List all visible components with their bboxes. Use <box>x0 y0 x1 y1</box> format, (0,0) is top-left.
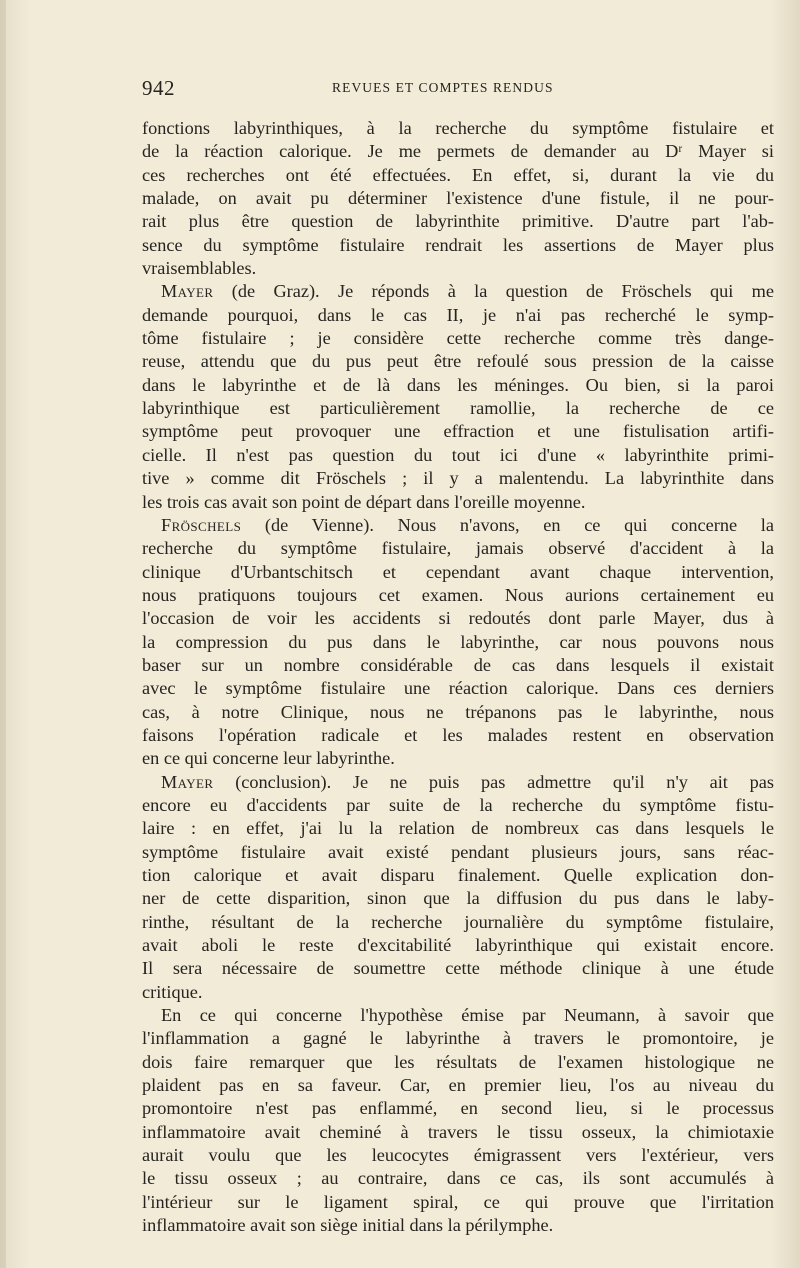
text-line <box>142 747 774 770</box>
line-text: en ce qui concerne leur labyrinthe. <box>142 748 395 769</box>
line-text: symptôme peut provoquer une effraction et une fistulisation artifi- <box>142 421 774 442</box>
text-line <box>142 584 774 607</box>
line-text: tion calorique et avait disparu finalement. Quelle explication don- <box>142 865 774 885</box>
line-text: cielle. Il n'est pas question du tout ici d'une « labyrinthite primi- <box>142 444 774 465</box>
line-text: En ce qui concerne l'hypothèse émise par Neumann, à savoir que <box>161 1005 774 1026</box>
text-line <box>142 817 774 840</box>
paragraph <box>142 514 774 771</box>
text-line <box>142 934 774 957</box>
text-line <box>142 1027 774 1050</box>
text-line <box>142 887 774 910</box>
text-line <box>142 701 774 724</box>
line-text: faisons l'opération radicale et les malades restent en observation <box>142 724 774 745</box>
text-line <box>142 491 774 514</box>
text-line <box>142 981 774 1004</box>
line-text: tive » comme dit Fröschels ; il y a malentendu. La labyrinthite dans <box>142 468 774 489</box>
text-line <box>142 117 774 140</box>
line-text: labyrinthique est particulièrement ramollie, la recherche de ce <box>142 398 774 419</box>
text-line <box>142 631 774 654</box>
text-line <box>142 304 774 327</box>
text-line <box>142 1004 774 1027</box>
text-line <box>142 397 774 420</box>
text-line <box>142 607 774 630</box>
text-line <box>142 257 774 280</box>
page-header <box>142 76 774 102</box>
text-line <box>142 1074 774 1097</box>
line-text: tôme fistulaire ; je considère cette recherche comme très dange- <box>142 328 774 349</box>
line-text: dans le labyrinthe et de là dans les méninges. Ou bien, si la paroi <box>142 374 774 395</box>
page-gutter-shadow <box>0 0 6 1268</box>
text-line <box>142 1191 774 1214</box>
line-text: laire : en effet, j'ai lu la relation de nombreux cas dans lesquels le <box>142 818 774 839</box>
paragraph <box>142 1004 774 1237</box>
text-line <box>142 514 774 537</box>
line-text: Il sera nécessaire de soumettre cette méthode clinique à une étude <box>142 958 774 979</box>
speaker-name: Fröschels <box>161 514 242 535</box>
line-text: aurait voulu que les leucocytes émigrassent vers l'extérieur, vers <box>142 1145 774 1166</box>
line-text: vraisemblables. <box>142 258 257 279</box>
line-text: ces recherches ont été effectuées. En effet, si, durant la vie du <box>142 164 774 185</box>
paragraph <box>142 771 774 1004</box>
text-line <box>142 187 774 210</box>
text-line <box>142 911 774 934</box>
line-text: avec le symptôme fistulaire une réaction calorique. Dans ces derniers <box>142 678 774 699</box>
page-number: 942 <box>142 76 175 100</box>
line-text: l'inflammation a gagné le labyrinthe à travers le promontoire, je <box>142 1028 774 1049</box>
text-line <box>142 164 774 187</box>
line-text: ner de cette disparition, sinon que la diffusion du pus dans le laby- <box>142 888 774 909</box>
text-line <box>142 210 774 233</box>
text-line <box>142 677 774 700</box>
text-line <box>142 1051 774 1074</box>
line-text: critique. <box>142 981 203 1002</box>
speaker-name: Mayer <box>161 281 214 302</box>
text-line <box>142 841 774 864</box>
text-line <box>142 444 774 467</box>
line-text: encore eu d'accidents par suite de la recherche du symptôme fistu- <box>142 794 774 815</box>
text-line <box>142 771 774 794</box>
text-line <box>142 467 774 490</box>
line-text: malade, on avait pu déterminer l'existence d'une fistule, il ne pour- <box>142 188 774 209</box>
line-text: rait plus être question de labyrinthite primitive. D'autre part l'ab- <box>142 211 774 232</box>
line-text: fonctions labyrinthiques, à la recherche du symptôme fistulaire et <box>142 118 774 138</box>
line-text: (de Vienne). Nous n'avons, en ce qui concerne la <box>241 514 774 535</box>
text-line <box>142 327 774 350</box>
line-text: (conclusion). Je ne puis pas admettre qu'il n'y ait pas <box>213 771 774 792</box>
line-text: la compression du pus dans le labyrinthe, car nous pouvons nous <box>142 631 774 652</box>
paragraph <box>142 280 774 513</box>
line-text: l'occasion de voir les accidents si redoutés dont parle Mayer, dus à <box>142 608 774 629</box>
paragraph <box>142 117 774 280</box>
line-text: sence du symptôme fistulaire rendrait les assertions de Mayer plus <box>142 234 774 255</box>
text-line <box>142 537 774 560</box>
text-line <box>142 1214 774 1237</box>
text-line <box>142 234 774 257</box>
line-text: nous pratiquons toujours cet examen. Nous aurions certainement eu <box>142 584 774 605</box>
line-text: l'intérieur sur le ligament spiral, ce qui prouve que l'irritation <box>142 1191 774 1212</box>
line-text: recherche du symptôme fistulaire, jamais observé d'accident à la <box>142 538 774 559</box>
text-line <box>142 1144 774 1167</box>
text-line <box>142 561 774 584</box>
text-line <box>142 794 774 817</box>
line-text: inflammatoire avait cheminé à travers le tissu osseux, la chimiotaxie <box>142 1121 774 1142</box>
line-text: de la réaction calorique. Je me permets de demander au Dʳ Mayer si <box>142 141 774 162</box>
line-text: (de Graz). Je réponds à la question de Fröschels qui me <box>213 281 774 302</box>
line-text: demande pourquoi, dans le cas II, je n'ai pas recherché le symp- <box>142 304 774 325</box>
line-text: le tissu osseux ; au contraire, dans ce cas, ils sont accumulés à <box>142 1168 774 1189</box>
line-text: inflammatoire avait son siège initial dans la périlymphe. <box>142 1215 554 1236</box>
text-line <box>142 140 774 163</box>
line-text: reuse, attendu que du pus peut être refoulé sous pression de la caisse <box>142 351 774 372</box>
line-text: dois faire remarquer que les résultats de l'examen histologique ne <box>142 1051 774 1072</box>
text-line <box>142 957 774 980</box>
body-text <box>142 117 774 1238</box>
text-line <box>142 654 774 677</box>
text-line <box>142 864 774 887</box>
line-text: avait aboli le reste d'excitabilité labyrinthique qui existait encore. <box>142 935 774 956</box>
line-text: clinique d'Urbantschitsch et cependant avant chaque intervention, <box>142 561 774 582</box>
line-text: rinthe, résultant de la recherche journalière du symptôme fistulaire, <box>142 911 774 932</box>
text-line <box>142 374 774 397</box>
text-line <box>142 724 774 747</box>
line-text: baser sur un nombre considérable de cas dans lesquels il existait <box>142 654 774 675</box>
line-text: symptôme fistulaire avait existé pendant plusieurs jours, sans réac- <box>142 841 774 862</box>
text-line <box>142 280 774 303</box>
line-text: les trois cas avait son point de départ dans l'oreille moyenne. <box>142 491 586 512</box>
text-line <box>142 420 774 443</box>
text-line <box>142 1167 774 1190</box>
line-text: cas, à notre Clinique, nous ne trépanons pas le labyrinthe, nous <box>142 701 774 722</box>
text-line <box>142 350 774 373</box>
text-line <box>142 1097 774 1120</box>
running-head: REVUES ET COMPTES RENDUS <box>332 80 554 95</box>
text-line <box>142 1121 774 1144</box>
line-text: promontoire n'est pas enflammé, en second lieu, si le processus <box>142 1098 774 1119</box>
speaker-name: Mayer <box>161 771 214 792</box>
line-text: plaident pas en sa faveur. Car, en premier lieu, l'os au niveau du <box>142 1075 774 1096</box>
